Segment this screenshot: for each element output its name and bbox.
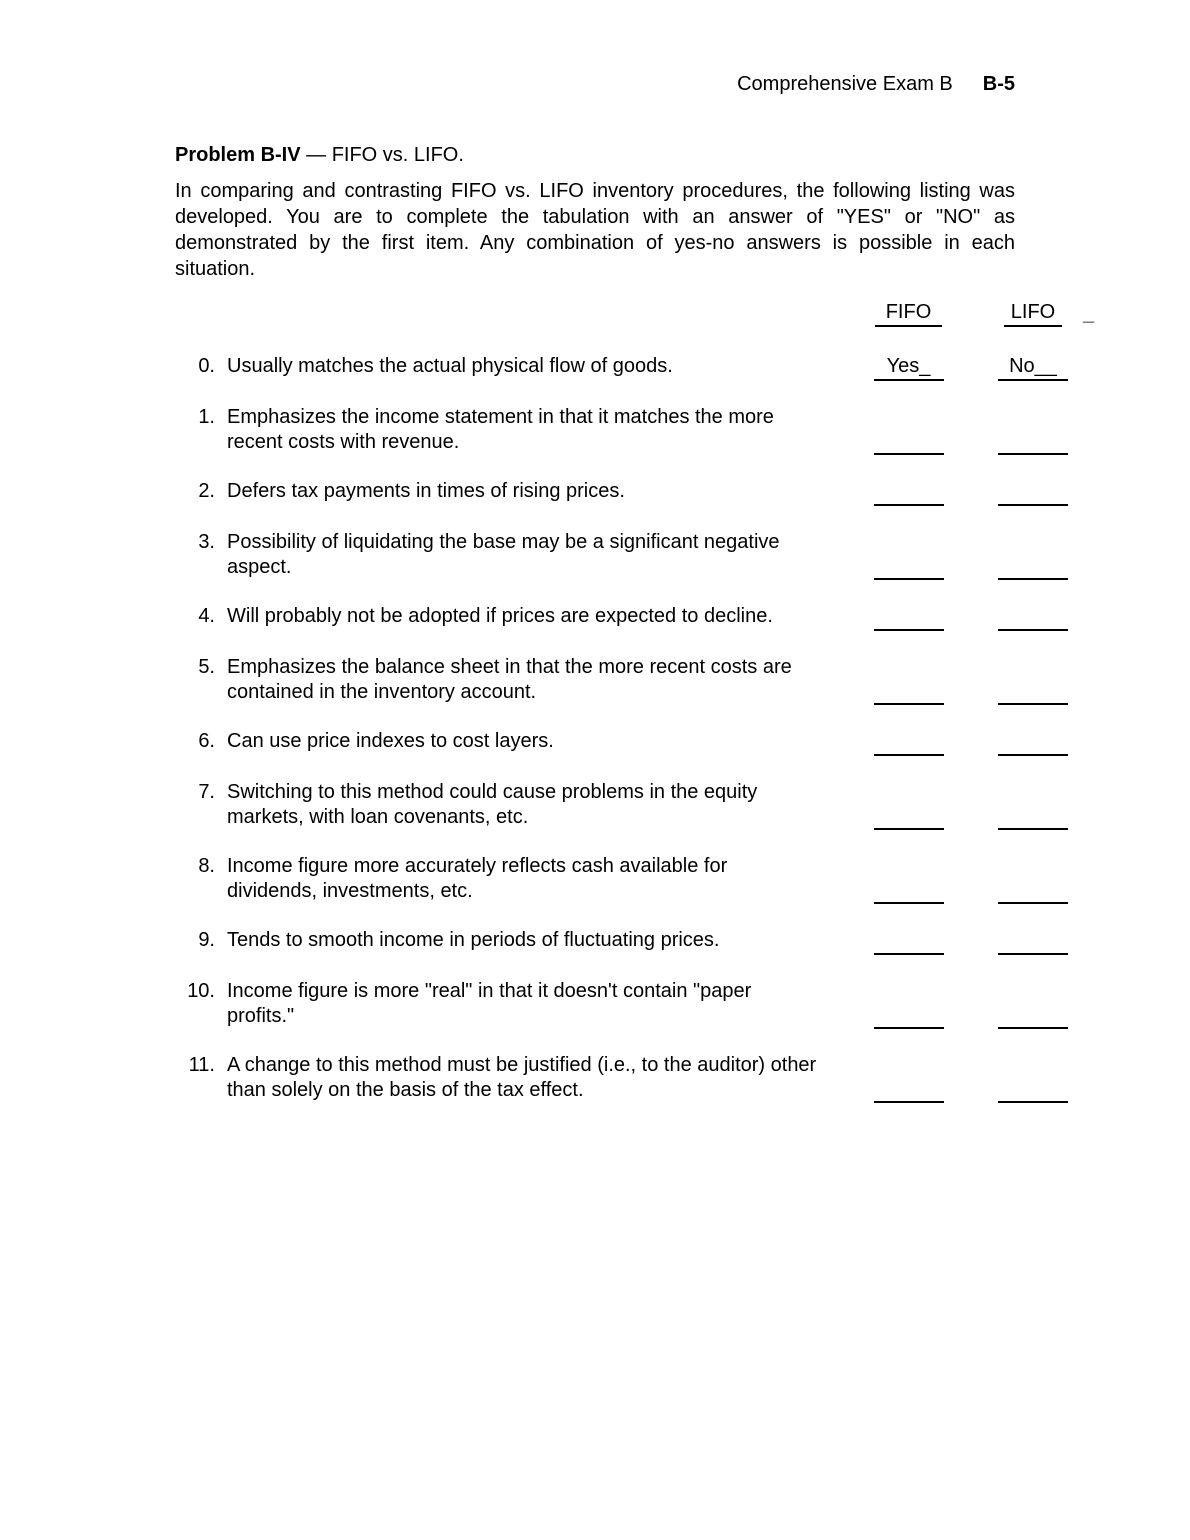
item-row — [175, 1053, 1015, 1103]
item-text: Usually matches the actual physical flow of goods. — [227, 355, 673, 377]
lifo-column-header: LIFO — [1004, 300, 1062, 327]
fifo-answer-blank — [874, 678, 944, 705]
fifo-cell — [819, 604, 998, 631]
item-text: Emphasizes the income statement in that it matches the more recent costs with revenue. — [227, 406, 774, 453]
item-row — [175, 854, 1015, 904]
lifo-answer-blank — [998, 803, 1068, 830]
item-text: Defers tax payments in times of rising prices. — [227, 480, 625, 502]
lifo-cell — [998, 604, 1068, 631]
fifo-column-header: FIFO — [875, 300, 943, 327]
lifo-answer-blank — [998, 1076, 1068, 1103]
fifo-answer-blank — [874, 479, 944, 506]
header-page-number: B-5 — [982, 73, 1015, 95]
item-row — [175, 530, 1015, 580]
item-row — [175, 604, 1015, 631]
item-text: Switching to this method could cause problems in the equity markets, with loan covenants, etc. — [227, 781, 758, 828]
item-number: 10. — [187, 980, 215, 1002]
fifo-answer-blank — [874, 428, 944, 455]
lifo-answer-blank — [998, 604, 1068, 631]
fifo-answer-blank — [874, 1076, 944, 1103]
item-number: 6. — [198, 730, 215, 752]
lifo-answer-blank — [998, 553, 1068, 580]
lifo-answer-blank — [998, 678, 1068, 705]
lifo-answer-blank — [998, 479, 1068, 506]
stray-underscore: _ — [1083, 303, 1095, 325]
item-text: Will probably not be adopted if prices are expected to decline. — [227, 605, 773, 627]
lifo-column-cell — [998, 300, 1068, 327]
item-text: Income figure more accurately reflects cash available for dividends, investments, etc. — [227, 855, 728, 902]
item-row — [175, 979, 1015, 1029]
lifo-answer-blank — [998, 877, 1068, 904]
item-text: Tends to smooth income in periods of fluctuating prices. — [227, 929, 720, 951]
problem-title-rest: — FIFO vs. LIFO. — [300, 144, 464, 166]
fifo-cell — [819, 655, 998, 705]
fifo-cell — [819, 729, 998, 756]
fifo-cell — [819, 479, 998, 506]
lifo-cell — [998, 979, 1068, 1029]
fifo-answer-blank — [874, 877, 944, 904]
fifo-cell — [819, 530, 998, 580]
item-text: Emphasizes the balance sheet in that the more recent costs are contained in the inventory account. — [227, 656, 792, 703]
fifo-cell — [819, 928, 998, 955]
intro-paragraph: In comparing and contrasting FIFO vs. LIFO inventory procedures, the following listing was developed. You are to complete the tabulation with an answer of "YES" or "NO" as demonstrated by the first item. Any combination of yes-no answers is possible in each situation. — [175, 180, 1015, 280]
lifo-cell — [998, 780, 1068, 830]
lifo-cell — [998, 479, 1068, 506]
lifo-cell — [998, 854, 1068, 904]
item-row — [175, 405, 1015, 455]
page-content — [0, 143, 1190, 1103]
item-number: 3. — [198, 531, 215, 553]
item-number: 4. — [198, 605, 215, 627]
fifo-cell — [819, 979, 998, 1029]
running-header — [0, 0, 1190, 97]
column-headers — [175, 300, 1095, 327]
problem-title-label: Problem B-IV — [175, 144, 301, 166]
item-row — [175, 479, 1015, 506]
lifo-answer-blank — [998, 928, 1068, 955]
fifo-cell — [819, 354, 998, 381]
lifo-cell — [998, 655, 1068, 705]
fifo-answer-blank: Yes_ — [874, 354, 944, 381]
fifo-cell — [819, 405, 998, 455]
item-number: 2. — [198, 480, 215, 502]
lifo-cell — [998, 729, 1068, 756]
item-text: A change to this method must be justified (i.e., to the auditor) other than solely on the basis of the tax effect. — [227, 1054, 817, 1101]
item-number: 9. — [198, 929, 215, 951]
item-number: 7. — [198, 781, 215, 803]
item-row — [175, 928, 1015, 955]
lifo-answer-blank — [998, 428, 1068, 455]
lifo-answer-blank — [998, 1002, 1068, 1029]
fifo-column-cell — [819, 300, 998, 327]
lifo-answer-blank: No__ — [998, 354, 1068, 381]
item-number: 0. — [198, 355, 215, 377]
header-exam-title: Comprehensive Exam B — [737, 73, 953, 95]
item-number: 1. — [198, 406, 215, 428]
fifo-answer-blank — [874, 928, 944, 955]
lifo-cell — [998, 354, 1068, 381]
header-spacer-num — [175, 300, 227, 327]
item-number: 5. — [198, 656, 215, 678]
item-number: 11. — [188, 1054, 215, 1076]
lifo-cell — [998, 928, 1068, 955]
item-number: 8. — [198, 855, 215, 877]
problem-title — [175, 143, 1015, 168]
fifo-answer-blank — [874, 553, 944, 580]
item-row — [175, 780, 1015, 830]
fifo-answer-blank — [874, 803, 944, 830]
item-text: Income figure is more "real" in that it doesn't contain "paper profits." — [227, 980, 752, 1027]
item-row — [175, 729, 1015, 756]
item-row — [175, 354, 1057, 381]
fifo-answer-blank — [874, 1002, 944, 1029]
lifo-cell — [998, 405, 1068, 455]
item-text: Can use price indexes to cost layers. — [227, 730, 554, 752]
item-row — [175, 655, 1015, 705]
fifo-cell — [819, 780, 998, 830]
fifo-cell — [819, 1053, 998, 1103]
fifo-answer-blank — [874, 729, 944, 756]
fifo-cell — [819, 854, 998, 904]
fifo-answer-blank — [874, 604, 944, 631]
lifo-answer-blank — [998, 729, 1068, 756]
header-spacer-text — [227, 300, 819, 327]
lifo-cell — [998, 530, 1068, 580]
lifo-cell — [998, 1053, 1068, 1103]
item-text: Possibility of liquidating the base may be a significant negative aspect. — [227, 531, 780, 578]
items-list — [175, 354, 1057, 1103]
